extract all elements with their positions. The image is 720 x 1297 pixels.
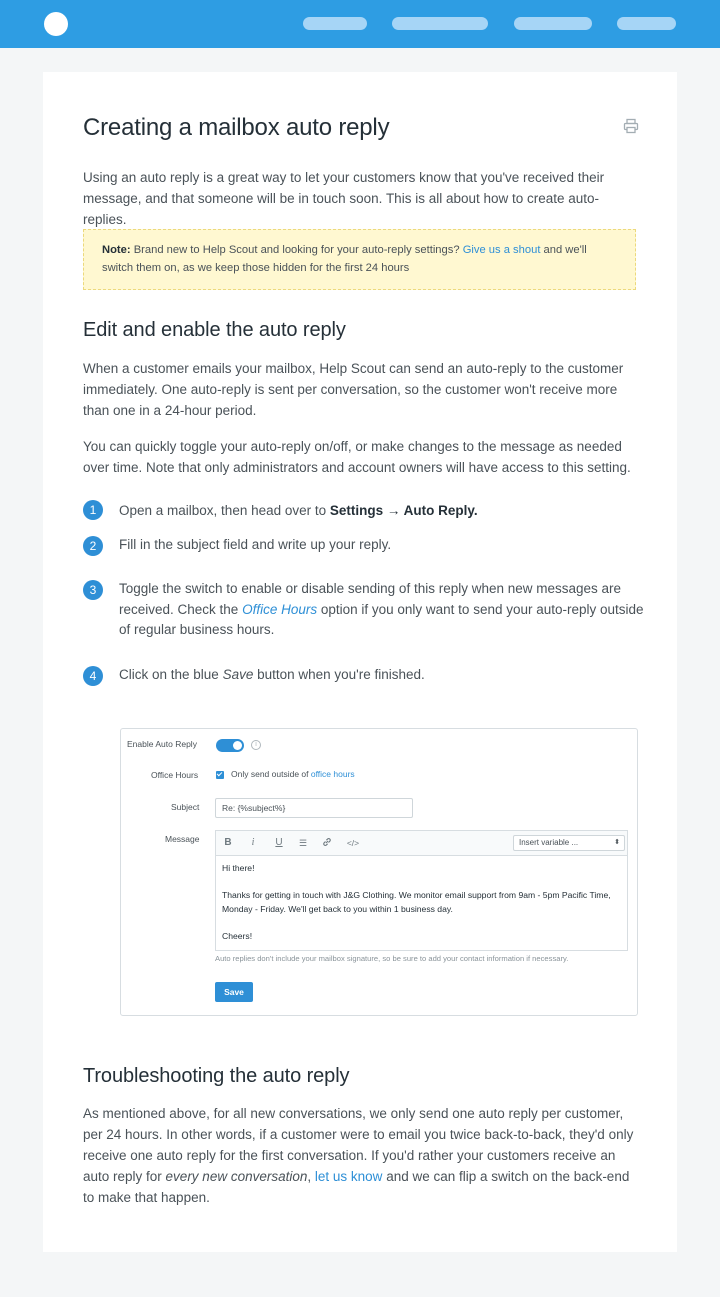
insert-variable-select[interactable]: Insert variable ... ⬍ xyxy=(513,835,625,851)
step-number-1: 1 xyxy=(83,500,103,520)
nav-item-1[interactable] xyxy=(303,17,367,30)
let-us-know-link[interactable]: let us know xyxy=(314,1169,383,1184)
section1-paragraph-1: When a customer emails your mailbox, Help Scout can send an auto-reply to the customer immediately. One auto-reply is sent per conversation, so the customer won't receive more than one in a 24-hour period. xyxy=(83,361,624,418)
office-hours-checkbox[interactable] xyxy=(216,771,224,779)
subject-label: Subject xyxy=(171,802,200,812)
step-number-3: 3 xyxy=(83,580,103,600)
note-callout xyxy=(83,229,636,290)
save-button[interactable]: Save xyxy=(215,982,253,1002)
signature-hint: Auto replies don't include your mailbox signature, so be sure to add your contact information if necessary. xyxy=(215,954,569,963)
step-number-2: 2 xyxy=(83,536,103,556)
give-us-a-shout-link[interactable]: Give us a shout xyxy=(462,244,541,256)
nav-item-2[interactable] xyxy=(392,17,488,30)
intro-paragraph: Using an auto reply is a great way to let your customers know that you've received their message, and that someone will be in touch soon. This is all about how to create auto-replies. xyxy=(83,170,605,227)
step-number-4: 4 xyxy=(83,666,103,686)
top-navigation-bar xyxy=(0,0,720,48)
message-greeting: Hi there! xyxy=(222,863,255,873)
note-label: Note: xyxy=(102,244,131,256)
italic-icon[interactable]: i xyxy=(251,837,255,848)
subject-input[interactable]: Re: {%subject%} xyxy=(215,798,413,818)
underline-icon[interactable]: U xyxy=(275,837,283,848)
nav-item-4[interactable] xyxy=(617,17,676,30)
bold-icon[interactable]: B xyxy=(224,837,232,848)
office-hours-link[interactable]: Office Hours xyxy=(242,601,318,617)
print-icon[interactable] xyxy=(623,118,639,134)
auto-reply-settings-form xyxy=(120,728,638,1016)
office-hours-form-link[interactable]: office hours xyxy=(310,769,355,779)
message-body: Thanks for getting in touch with J&G Clothing. We monitor email support from 9am - 5pm Pacific Time, Monday - Friday. We'll get back to you within 1 business day. xyxy=(222,890,611,914)
code-icon[interactable]: </> xyxy=(346,838,360,848)
info-icon[interactable]: i xyxy=(251,740,261,750)
select-arrow-icon: ⬍ xyxy=(614,839,620,846)
logo[interactable] xyxy=(44,12,68,36)
step-2-text: Fill in the subject field and write up your reply. xyxy=(119,537,392,552)
note-text-after: and we'll switch them on, as we keep those hidden for the first 24 hours xyxy=(102,244,587,274)
office-hours-check-label: Only send outside of office hours xyxy=(231,769,355,779)
page-title: Creating a mailbox auto reply xyxy=(83,114,390,141)
editor-toolbar xyxy=(215,830,628,856)
link-icon[interactable] xyxy=(320,836,334,850)
troubleshooting-paragraph: As mentioned above, for all new conversations, we only send one auto reply per customer, per 24 hours. In other words, if a customer were to email you twice back-to-back, they'd only receive one auto reply for the first conversation. If you'd rather your customers receive an auto reply for every new conversation, let us know and we can flip a switch on the back-end to make that happen. xyxy=(83,1106,634,1205)
message-signoff: Cheers! xyxy=(222,930,253,941)
step-4-text: Click on the blue Save button when you're finished. xyxy=(119,667,425,682)
toggle-knob xyxy=(233,741,242,750)
list-icon[interactable]: ☰ xyxy=(298,838,308,848)
nav-item-3[interactable] xyxy=(514,17,592,30)
message-label: Message xyxy=(165,834,200,844)
section-heading-edit: Edit and enable the auto reply xyxy=(83,319,346,341)
step-3-text: Toggle the switch to enable or disable sending of this reply when new messages are received. Check the Office Hours option if you only want to send your auto-reply outside of regular business hours. xyxy=(119,581,644,637)
article-card xyxy=(43,72,677,1252)
enable-auto-reply-label: Enable Auto Reply xyxy=(127,739,197,749)
note-text-before: Brand new to Help Scout and looking for your auto-reply settings? xyxy=(130,244,463,256)
enable-auto-reply-toggle[interactable] xyxy=(216,739,244,752)
section1-paragraph-2: You can quickly toggle your auto-reply on/off, or make changes to the message as needed over time. Note that only administrators and account owners will have access to this setting. xyxy=(83,439,631,475)
message-editor[interactable] xyxy=(215,855,628,951)
step-1-text: Open a mailbox, then head over to Settings → Auto Reply. xyxy=(119,503,478,518)
section-heading-troubleshooting: Troubleshooting the auto reply xyxy=(83,1065,350,1087)
office-hours-label: Office Hours xyxy=(151,770,199,780)
